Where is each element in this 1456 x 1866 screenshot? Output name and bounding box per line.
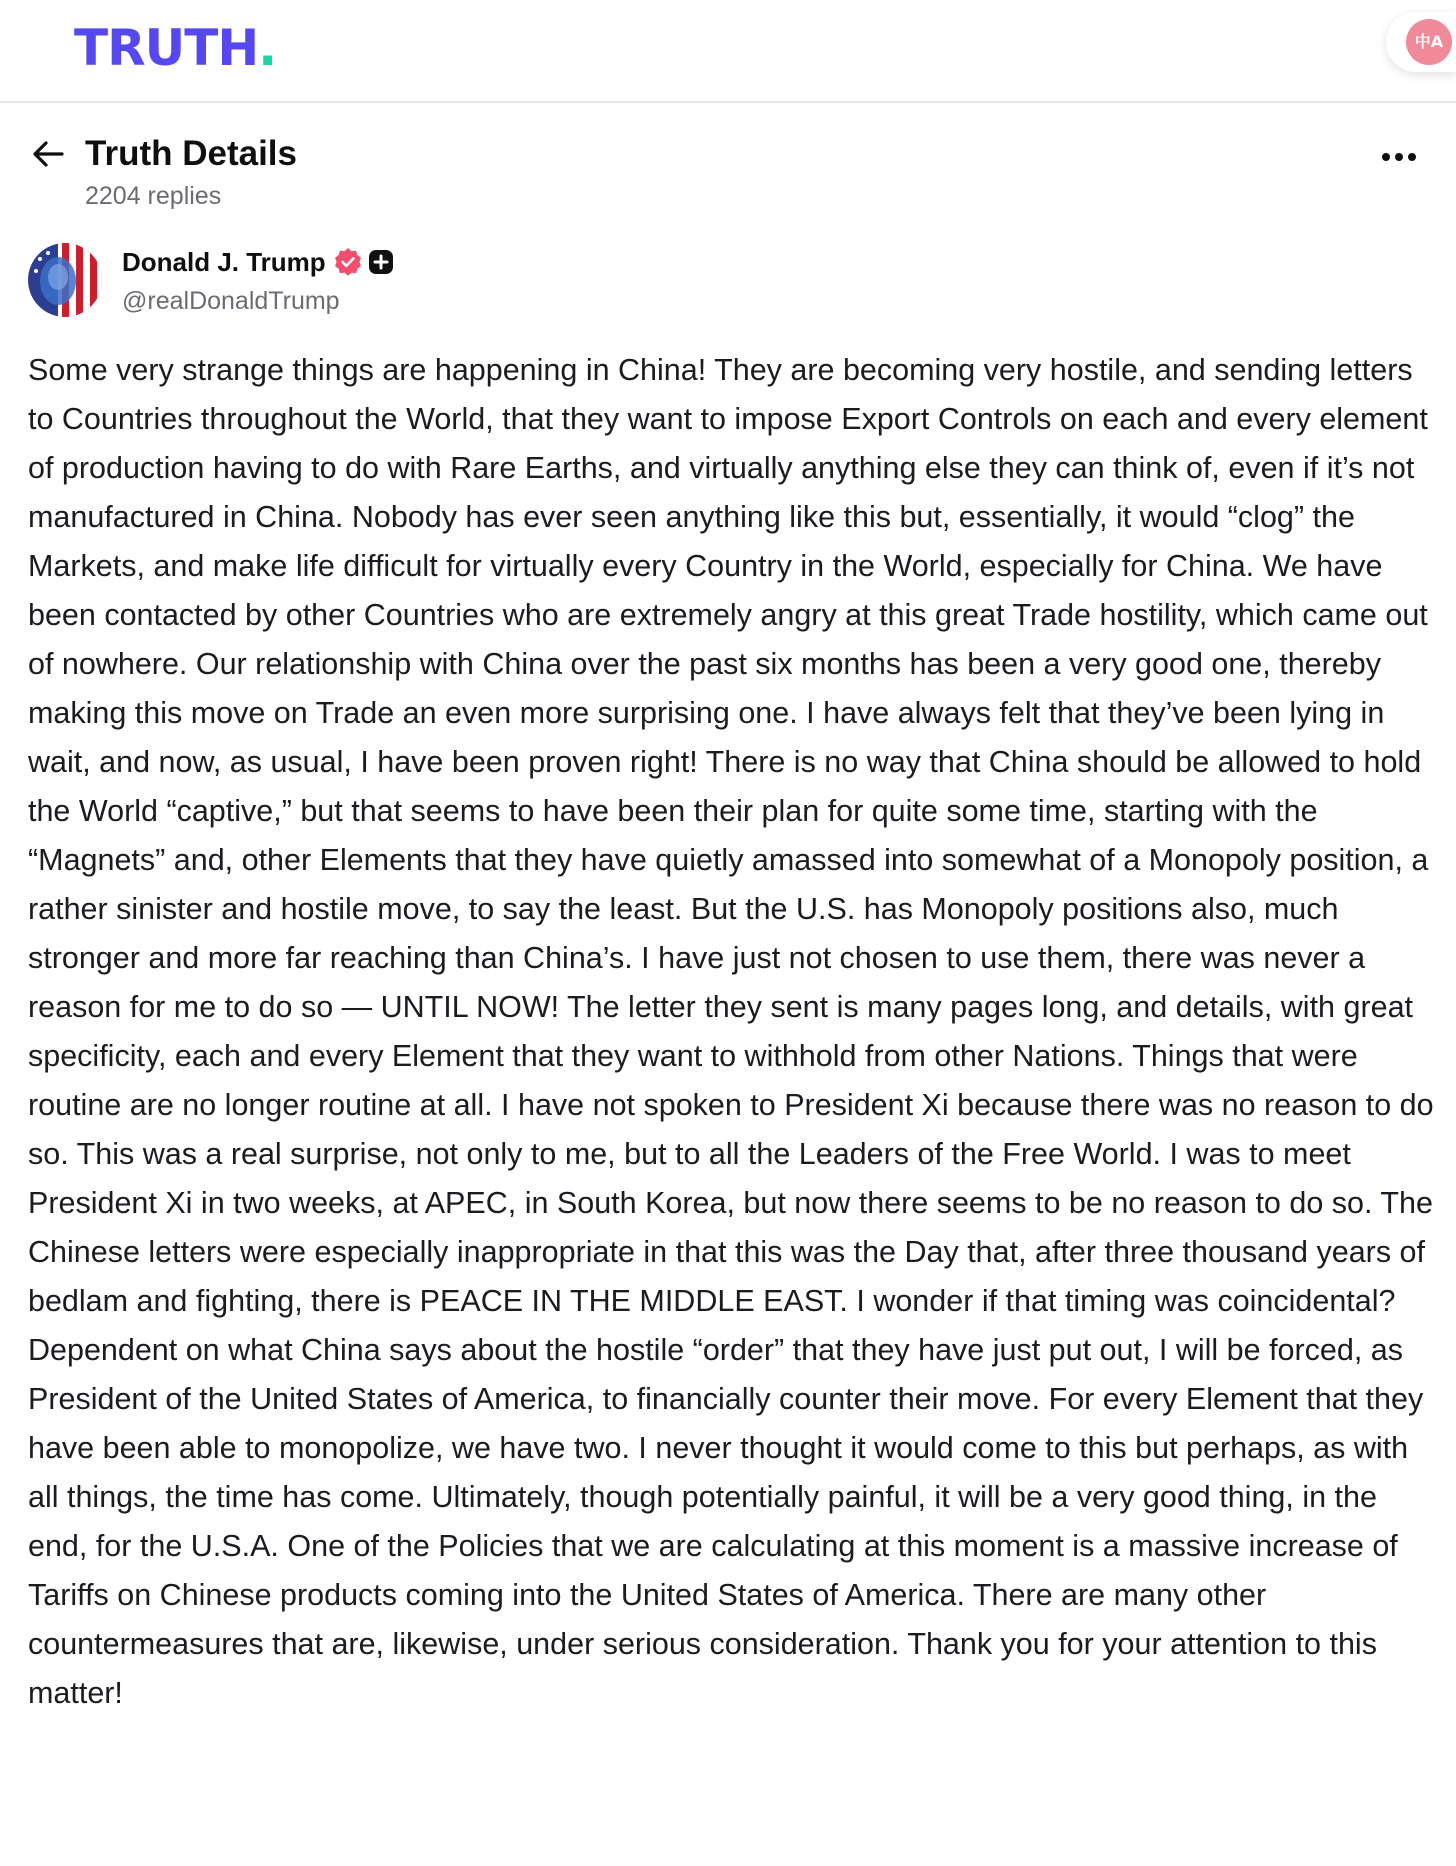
truth-logo[interactable]: [74, 18, 276, 78]
more-options-button[interactable]: [1374, 140, 1424, 174]
arrow-left-icon: [32, 140, 64, 168]
plus-badge-icon: [368, 249, 394, 275]
avatar-image: [28, 243, 102, 317]
avatar[interactable]: [28, 243, 102, 317]
top-bar: [0, 0, 1456, 103]
logo-dot: .: [258, 19, 277, 77]
translate-button[interactable]: [1386, 12, 1456, 72]
back-button[interactable]: [28, 134, 68, 174]
author-handle[interactable]: @realDonaldTrump: [122, 287, 340, 315]
post-text: Some very strange things are happening in China! They are becoming very hostile, and sending letters to Countries throughout the World, that they want to impose Export Controls on each and every element of production having to do with Rare Earths, and virtually anything else they can think of, even if it’s not manufactured in China. Nobody has ever seen anything like this but, essentially, it would “clog” the Markets, and make life difficult for virtually every Country in the World, especially for China. We have been contacted by other Countries who are extremely angry at this great Trade hostility, which came out of nowhere. Our relationship with China over the past six months has been a very good one, thereby making this move on Trade an even more surprising one. I have always felt that they’ve been lying in wait, and now, as usual, I have been proven right! There is no way that China should be allowed to hold the World “captive,” but that seems to have been their plan for quite some time, starting with the “Magnets” and, other Elements that they have quietly amassed into somewhat of a Monopoly position, a rather sinister and hostile move, to say the least. But the U.S. has Monopoly positions also, much stronger and more far reaching than China’s. I have just not chosen to use them, there was never a reason for me to do so — UNTIL NOW! The letter they sent is many pages long, and details, with great specificity, each and every Element that they want to withhold from other Nations. Things that were routine are no longer routine at all. I have not spoken to President Xi because there was no reason to do so. This was a real surprise, not only to me, but to all the Leaders of the Free World. I was to meet President Xi in two weeks, at APEC, in South Korea, but now there seems to be no reason to do so. The Chinese letters were especially inappropriate in that this was the Day that, after three thousand years of bedlam and fighting, there is PEACE IN THE MIDDLE EAST. I wonder if that timing was coincidental? Dependent on what China says about the hostile “order” that they have just put out, I will be forced, as President of the United States of America, to financially counter their move. For every Element that they have been able to monopolize, we have two. I never thought it would come to this but perhaps, as with all things, the time has come. Ultimately, though potentially painful, it will be a very good thing, in the end, for the U.S.A. One of the Policies that we are calculating at this moment is a massive increase of Tariffs on Chinese products coming into the United States of America. There are many other countermeasures that are, likewise, under serious consideration. Thank you for your attention to this matter!: [28, 353, 1434, 1710]
author-name-row[interactable]: [122, 245, 394, 279]
reply-count: 2204 replies: [85, 182, 222, 210]
translate-glyph: 中A: [1414, 32, 1444, 51]
logo-text: TRUTH: [74, 19, 259, 77]
translate-icon: [1406, 19, 1452, 65]
author-name: Donald J. Trump: [122, 247, 326, 277]
page-title: Truth Details: [85, 134, 297, 173]
verified-badge-icon: [334, 248, 362, 276]
more-horizontal-icon: [1381, 152, 1417, 162]
